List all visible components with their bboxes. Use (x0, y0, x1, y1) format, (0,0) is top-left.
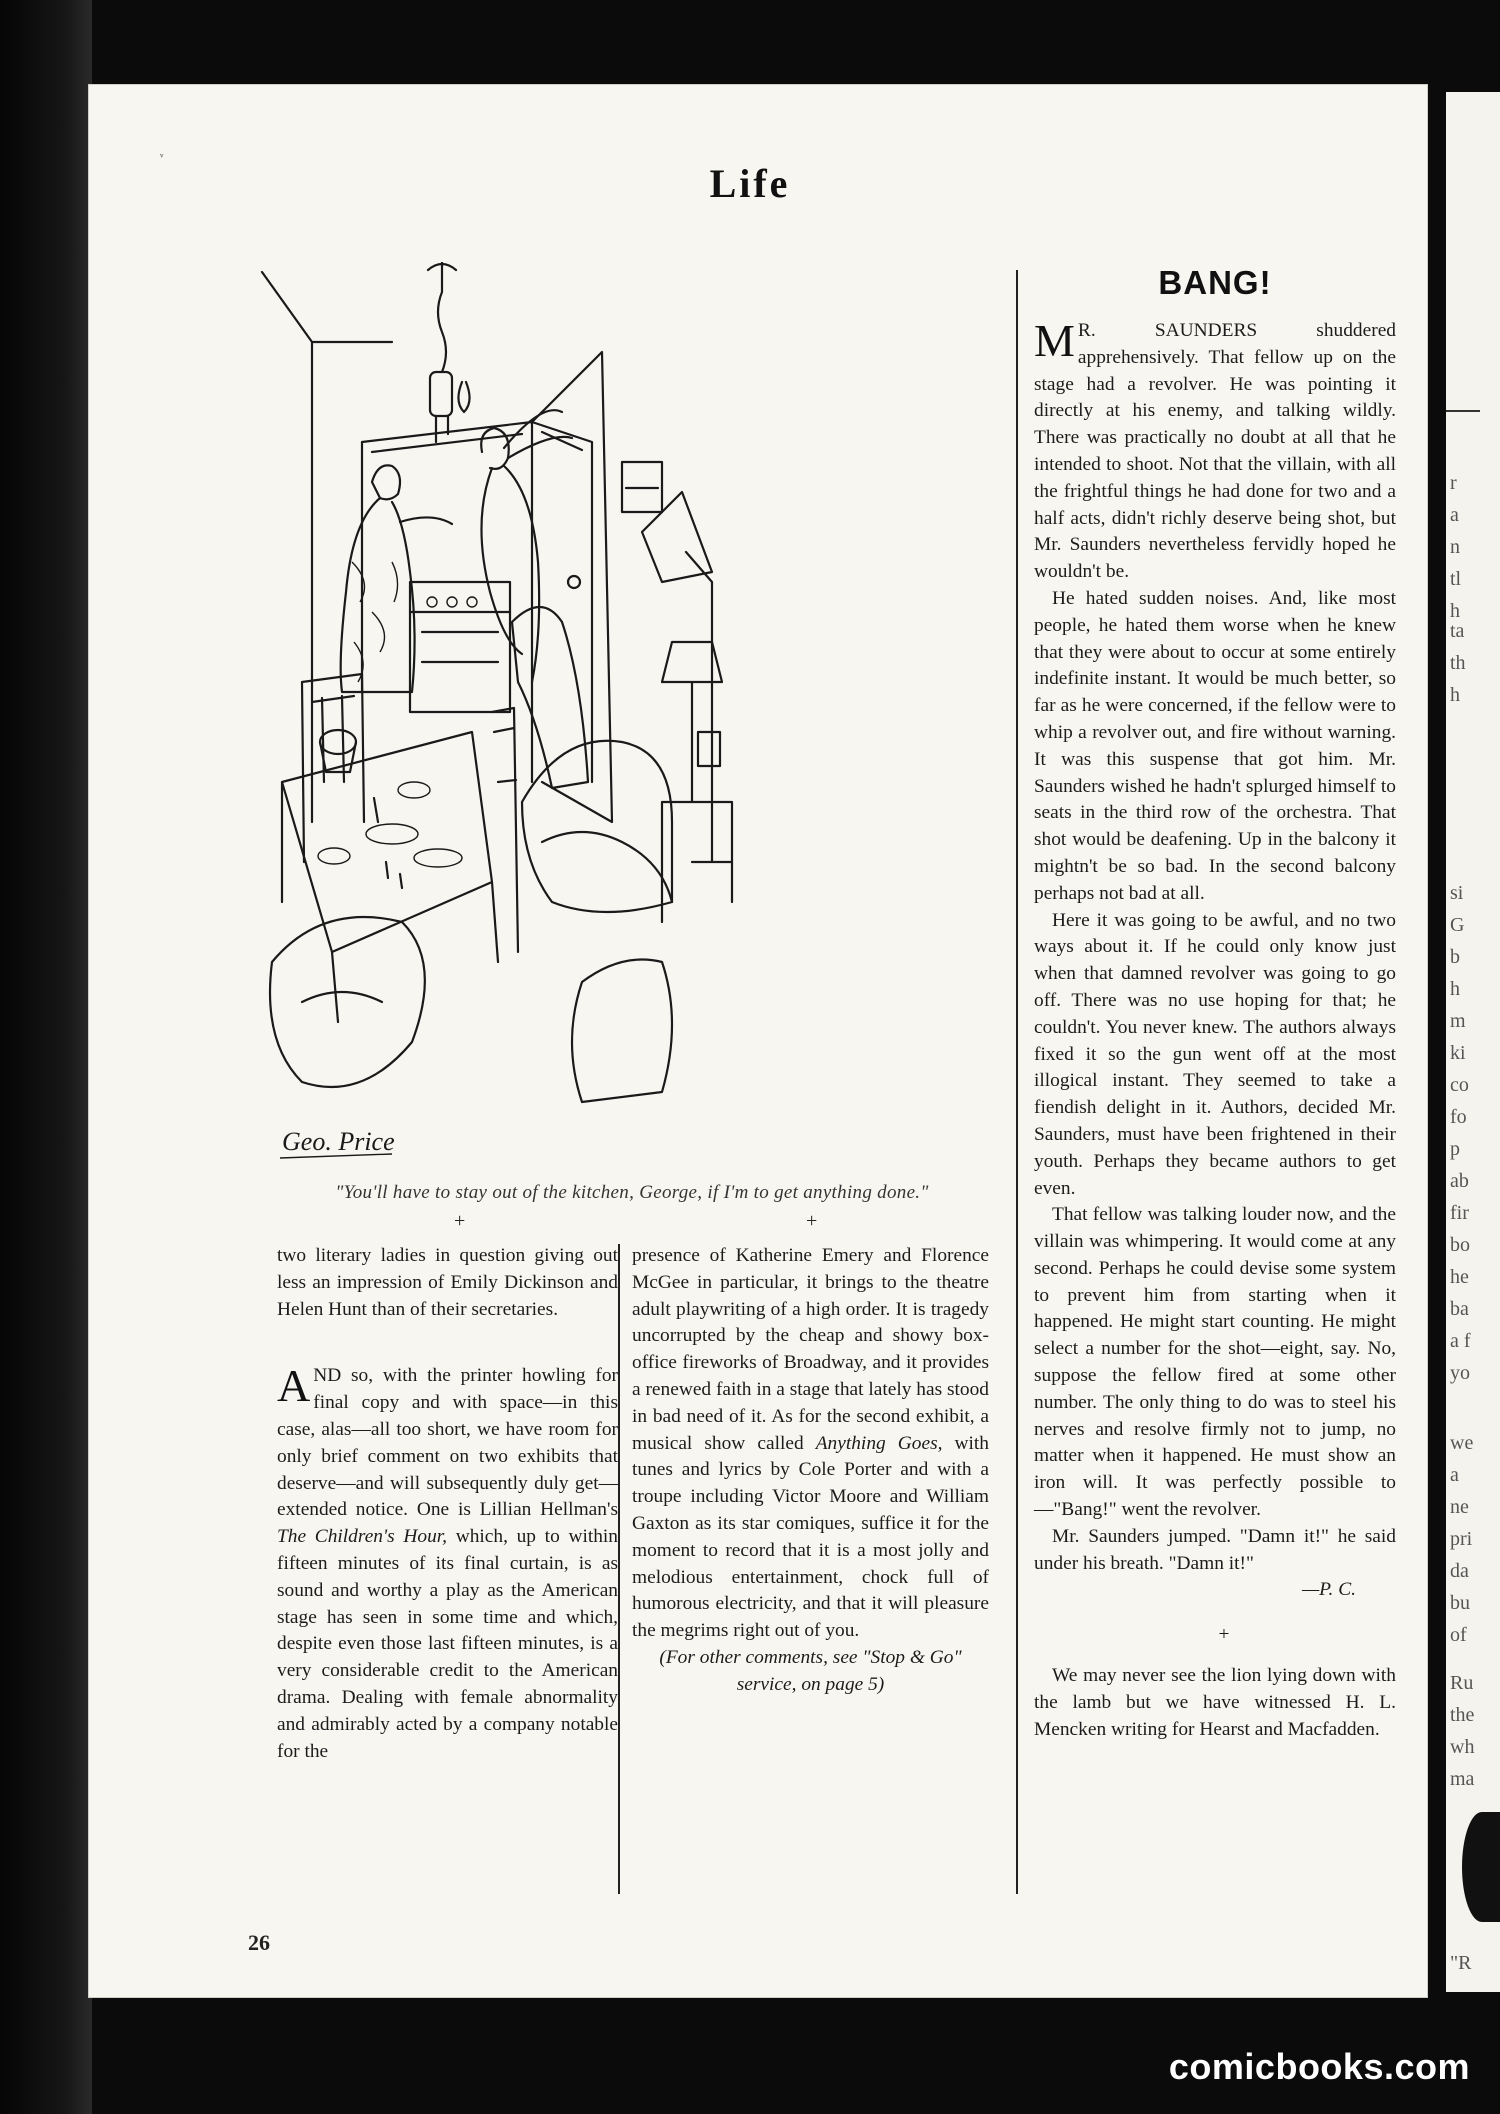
right-column (1034, 315, 1396, 1743)
adjacent-page-text-fragment: "R (1450, 1952, 1472, 1974)
adjacent-page-text-fragment: m (1450, 1010, 1466, 1032)
adjacent-page-text-fragment: r (1450, 472, 1457, 494)
adjacent-page-text-fragment: the (1450, 1704, 1475, 1726)
adjacent-page-text-fragment: yo (1450, 1362, 1470, 1384)
adjacent-page-text-fragment: Ru (1450, 1672, 1474, 1694)
adjacent-page-text-fragment: a (1450, 504, 1459, 526)
bang-para-1 (1034, 315, 1396, 586)
adjacent-page-text-fragment: wh (1450, 1736, 1475, 1758)
middle-text-cont: with tunes and lyrics by Cole Porter and with a troupe including Victor Moore and William Gaxton as its star comiques, suffice it for the moment to record that it is a most jolly and melodious entertainment, chock full of humorous electricity, and that it will pleasure the megrims right out of you. (632, 1432, 989, 1642)
adjacent-page-text-fragment: pri (1450, 1528, 1473, 1550)
adjacent-page-text-fragment: p (1450, 1138, 1460, 1160)
adjacent-page-text-fragment: th (1450, 652, 1466, 674)
adjacent-page-text-fragment: fo (1450, 1106, 1467, 1128)
middle-text: presence of Katherine Emery and Florence McGee in particular, it brings to the theatre adult playwriting of a high order. It is tragedy uncorrupted by the cheap and showy box-office fireworks of Broadway, and it provides a renewed faith in a stage that lately has stood in bad need of it. As for the second exhibit, a musical show called (632, 1245, 989, 1454)
editor-note: (For other comments, see "Stop & Go" service, on page 5) (659, 1646, 962, 1695)
scan-speck: ᵛ (160, 150, 164, 164)
adjacent-page-text-fragment: a (1450, 1464, 1459, 1486)
review-text: ND so, with the printer howling for final copy and with space—in this case, alas—all too short, we have room for only brief comment on two exhibits that deserve—and will subsequently duly get—extended notice. One is Lillian Hellman's (277, 1365, 618, 1521)
middle-column (632, 1243, 989, 1699)
adjacent-page-text-fragment: ki (1450, 1042, 1466, 1064)
bang-para-4: That fellow was talking louder now, and the villain was whimpering. It would come at any second. Perhaps he could devise some system to prevent him from starting when it happened. He might start counting. He might select a number for the shot—eight, say. No, suppose the fellow fired at some other number. The only thing to do was to steel his nerves and resolve firmly not to jump, no matter when it happened. He must show an iron will. It was perfectly possible to—"Bang!" went the revolver. (1034, 1204, 1396, 1521)
mencken-item: We may never see the lion lying down with the lamb but we have witnessed H. L. Mencken writing for Hearst and Macfadden. (1034, 1665, 1396, 1740)
middle-para (632, 1243, 989, 1645)
separator-cross: + (454, 1210, 466, 1232)
adjacent-page-illustration (1462, 1812, 1500, 1922)
adjacent-page-text-fragment: G (1450, 914, 1465, 936)
adjacent-page-rule (1446, 410, 1480, 412)
adjacent-page-text-fragment: da (1450, 1560, 1469, 1582)
drop-cap: A (277, 1360, 311, 1412)
show-title: Anything Goes, (815, 1432, 943, 1454)
adjacent-page-text-fragment: we (1450, 1432, 1474, 1454)
adjacent-page-text-fragment: of (1450, 1624, 1467, 1646)
drop-cap: M (1034, 315, 1075, 366)
separator-cross: + (1218, 1624, 1230, 1646)
left-para-continued: two literary ladies in question giving out less an impression of Emily Dickinson and Helen Hunt than of their secretaries. (277, 1245, 618, 1320)
adjacent-page-text-fragment: a f (1450, 1330, 1471, 1352)
masthead: Life (709, 161, 791, 206)
adjacent-page-text-fragment: h (1450, 600, 1460, 622)
cartoon-illustration (242, 262, 1020, 1194)
bang-para-3: Here it was going to be awful, and no two ways about it. If he could only know just when that damned revolver was going to go off. There was no use hoping for that; he couldn't. You never knew. The authors always fixed it so the gun went off at the most illogical instant. They seemed to take a fiendish delight in it. Authors, decided Mr. Saunders, must have been frightened in their youth. Perhaps they became authors to get even. (1034, 909, 1396, 1199)
adjacent-page-text-fragment: si (1450, 882, 1464, 904)
adjacent-page-text-fragment: h (1450, 684, 1460, 706)
adjacent-page-text-fragment: he (1450, 1266, 1469, 1288)
column-divider (1016, 270, 1018, 1894)
watermark: comicbooks.com (1168, 2046, 1470, 2087)
adjacent-page-text-fragment: ab (1450, 1170, 1469, 1192)
adjacent-page-text-fragment: fir (1450, 1202, 1469, 1224)
adjacent-page-text-fragment: ma (1450, 1768, 1475, 1790)
adjacent-page-edge (1446, 92, 1500, 1992)
adjacent-page-text-fragment: ne (1450, 1496, 1469, 1518)
adjacent-page-text-fragment: b (1450, 946, 1460, 968)
review-text-cont: which, up to within fifteen minutes of its final curtain, is as sound and worthy a play as the American stage has seen in some time and which, despite even those last fifteen minutes, is a very considerable credit to the American drama. Dealing with female abnormality and admirably acted by a company notable for the (277, 1526, 619, 1762)
scan-border-left (0, 0, 92, 2114)
play-title: The Children's Hour, (277, 1526, 448, 1548)
adjacent-page-text-fragment: co (1450, 1074, 1469, 1096)
separator-cross: + (806, 1210, 818, 1232)
author-initials: —P. C. (1301, 1579, 1356, 1601)
bang-text: R. SAUNDERS shuddered apprehensively. That fellow up on the stage had a revolver. He was pointing it directly at his enemy, and talking wildly. There was practically no doubt at all that he intended to shoot. Not that the villain, with all the frightful things he had done for two and a half acts, didn't richly deserve being shot, but Mr. Saunders nevertheless fervidly hoped he wouldn't be. (1034, 320, 1396, 583)
cartoon-caption: "You'll have to stay out of the kitchen, George, if I'm to get anything done." (335, 1182, 929, 1203)
article-title: BANG! (1158, 264, 1272, 301)
column-divider (618, 1244, 620, 1894)
adjacent-page-text-fragment: ba (1450, 1298, 1469, 1320)
adjacent-page-text-fragment: ta (1450, 620, 1465, 642)
left-column (277, 1243, 618, 1765)
bang-para-5: Mr. Saunders jumped. "Damn it!" he said under his breath. "Damn it!" (1034, 1525, 1396, 1574)
adjacent-page-text-fragment: h (1450, 978, 1460, 1000)
bang-para-2: He hated sudden noises. And, like most people, he hated them worse when he knew that they were about to occur at some entirely indefinite instant. It would be much better, so far as he were concerned, if the fellow were to whip a revolver out, and fire without warning. It was this suspense that got him. Mr. Saunders wished he hadn't splurged himself to seats in the third row of the orchestra. That shot would be deafening. Up in the balcony it mightn't be so bad. In the second balcony perhaps not bad at all. (1034, 587, 1396, 904)
adjacent-page-text-fragment: tl (1450, 568, 1462, 590)
left-para-review (277, 1360, 619, 1765)
page-number: 26 (248, 1930, 270, 1955)
adjacent-page-text-fragment: bo (1450, 1234, 1470, 1256)
adjacent-page-text-fragment: bu (1450, 1592, 1470, 1614)
adjacent-page-text-fragment: n (1450, 536, 1460, 558)
cartoonist-signature: Geo. Price (282, 1127, 395, 1156)
